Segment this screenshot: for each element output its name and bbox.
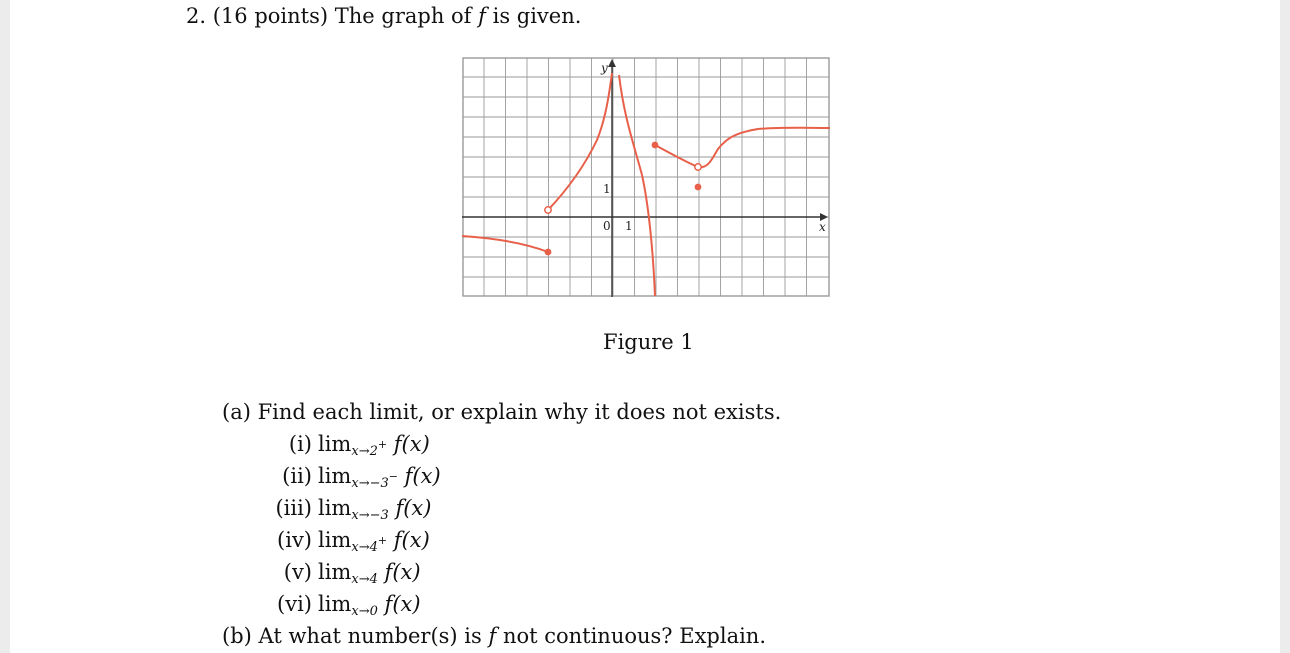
limit-side: −	[388, 470, 398, 483]
limit-approach: x→4	[351, 540, 378, 555]
function-symbol-b: f	[488, 624, 497, 648]
part-b-text-after: not continuous? Explain.	[502, 624, 767, 648]
limit-operator: lim	[318, 464, 352, 488]
figure-caption: Figure 1	[603, 330, 694, 354]
limit-item-number: (vi)	[277, 592, 312, 616]
graph-figure	[462, 57, 830, 297]
part-a-text: Find each limit, or explain why it does not exists.	[257, 400, 782, 424]
limit-item	[267, 496, 431, 523]
limit-subscript	[351, 604, 378, 619]
y-axis-label: y	[601, 61, 608, 75]
limit-item	[267, 464, 441, 491]
x-tick-one-label: 1	[625, 219, 633, 233]
curve-far-right-branch	[698, 128, 830, 168]
curve-right-segment	[655, 145, 698, 167]
limit-item-number: (iii)	[275, 496, 312, 520]
limit-subscript	[351, 470, 398, 491]
part-b-text-before: At what number(s) is	[258, 624, 482, 648]
problem-points: (16 points)	[212, 4, 329, 28]
limit-operator: lim	[318, 592, 352, 616]
axes	[462, 59, 828, 297]
limit-operator: lim	[318, 496, 352, 520]
limit-subscript	[351, 572, 378, 587]
limit-subscript	[351, 438, 388, 459]
limit-expression: f(x)	[384, 560, 421, 584]
limit-operator: lim	[318, 528, 352, 552]
origin-tick-label: 0	[603, 219, 611, 233]
limit-expression: f(x)	[393, 432, 430, 456]
problem-text-after: is given.	[492, 4, 582, 28]
grid	[463, 58, 829, 296]
limit-operator: lim	[318, 432, 352, 456]
x-axis-label: x	[819, 220, 826, 234]
closed-point-right	[652, 142, 659, 149]
limit-subscript	[351, 508, 388, 523]
limit-item-number: (i)	[288, 432, 312, 456]
limit-approach: x→−3	[351, 508, 389, 523]
y-tick-one-label: 1	[603, 182, 611, 196]
limit-operator: lim	[318, 560, 352, 584]
limit-approach: x→0	[351, 604, 378, 619]
graph-svg	[462, 57, 830, 297]
problem-number: 2.	[186, 4, 207, 28]
limit-item	[267, 560, 421, 587]
closed-point-left	[545, 249, 552, 256]
limit-item-number: (ii)	[282, 464, 312, 488]
limit-expression: f(x)	[395, 496, 432, 520]
document-page	[10, 0, 1280, 653]
curve-left-branch	[462, 236, 548, 252]
limit-item	[267, 528, 430, 555]
limit-item-number: (v)	[283, 560, 312, 584]
limit-item-number: (iv)	[277, 528, 312, 552]
open-point-left	[545, 207, 551, 213]
part-b-label: (b)	[222, 624, 252, 648]
limit-item	[267, 592, 421, 619]
limit-approach: x→4	[351, 572, 378, 587]
curve	[462, 73, 830, 296]
limit-approach: x→2	[351, 444, 378, 459]
isolated-point	[695, 184, 702, 191]
limit-side: +	[377, 534, 388, 547]
limit-expression: f(x)	[393, 528, 430, 552]
problem-statement	[186, 4, 581, 28]
limit-expression: f(x)	[404, 464, 441, 488]
part-a-prompt	[222, 400, 781, 424]
function-symbol: f	[478, 4, 486, 28]
y-axis-arrow	[608, 59, 616, 67]
limit-subscript	[351, 534, 388, 555]
part-a-label: (a)	[222, 400, 251, 424]
curve-middle-right-branch	[619, 75, 655, 296]
limit-item	[267, 432, 430, 459]
part-b-prompt	[222, 624, 766, 648]
problem-text-before: The graph of	[334, 4, 472, 28]
limit-side: +	[377, 438, 388, 451]
grid-lines	[463, 58, 829, 296]
limit-approach: x→−3	[351, 476, 389, 491]
limit-expression: f(x)	[384, 592, 421, 616]
open-point-right	[695, 164, 701, 170]
